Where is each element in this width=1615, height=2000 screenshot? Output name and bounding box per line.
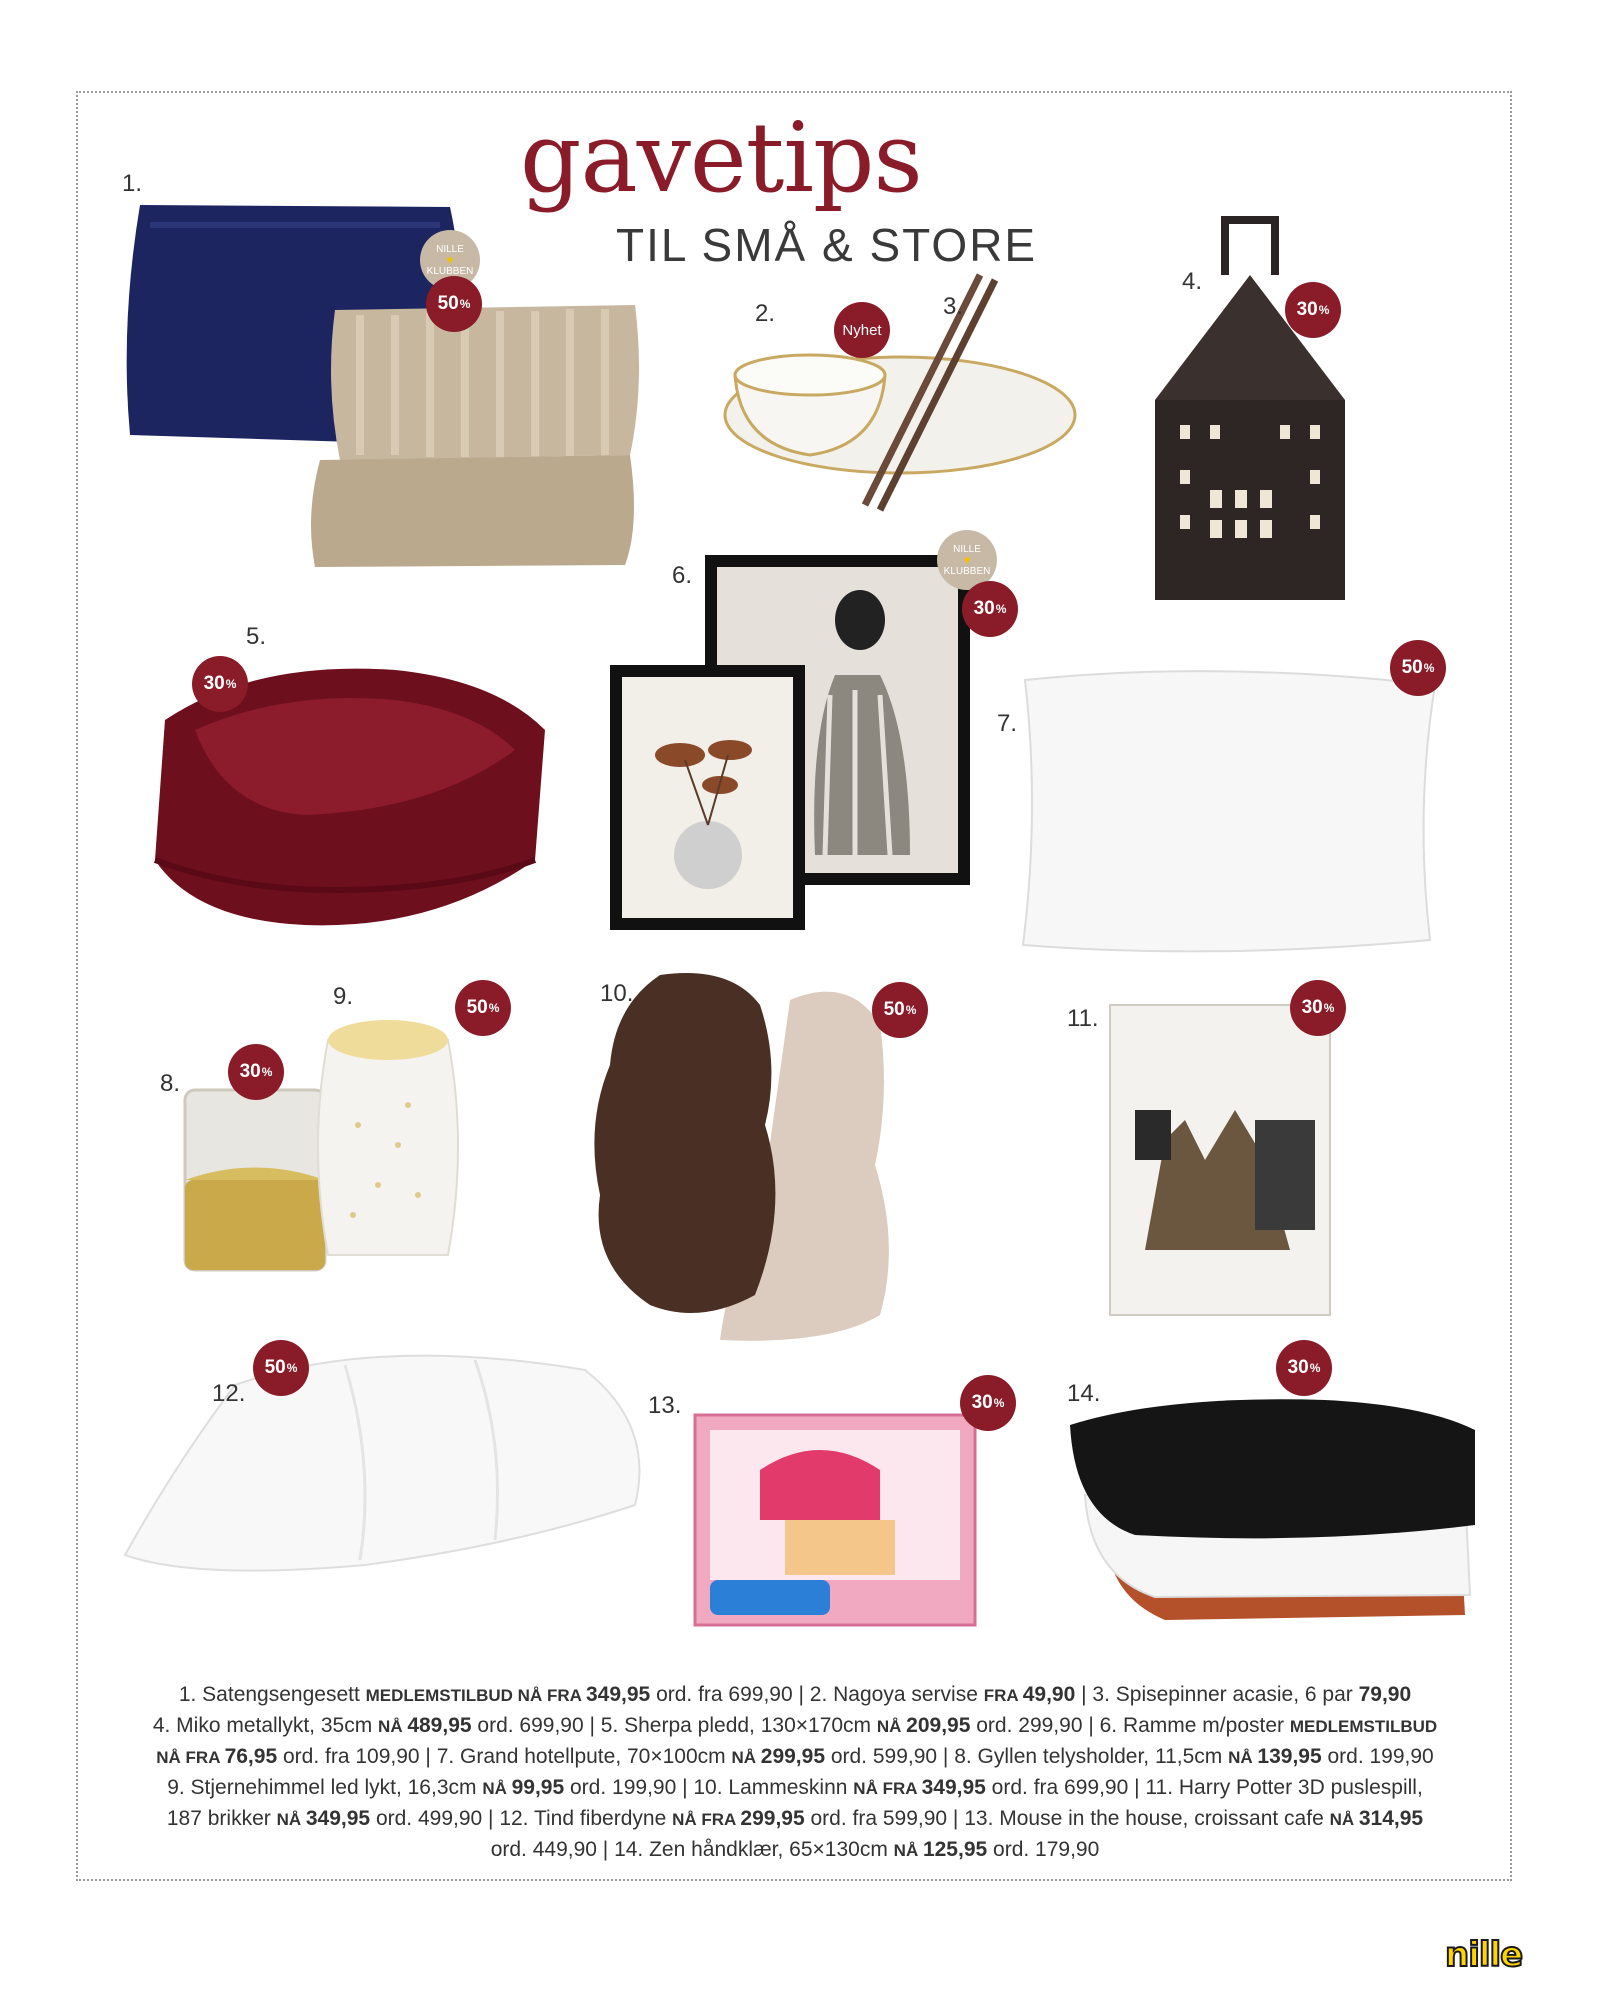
caption-offer: NÅ (876, 1717, 907, 1736)
percent-sign: % (225, 677, 237, 691)
product-image-led-lantern (308, 1015, 468, 1270)
discount-badge-9 (455, 980, 511, 1036)
product-image-toy-set (690, 1410, 980, 1635)
caption-offer: MEDLEMSTILBUD (1289, 1717, 1438, 1736)
caption-price: 299,95 (740, 1807, 805, 1830)
discount-badge-value: 50 (264, 1357, 286, 1378)
caption-price: 125,95 (922, 1838, 988, 1861)
caption-text: ord. fra 699,90 | 11. Harry Potter 3D puslespill, (985, 1776, 1423, 1799)
caption-text: ord. 199,90 (1321, 1745, 1434, 1768)
discount-badge-6 (962, 581, 1018, 637)
product-number-6: 6. (672, 562, 693, 589)
percent-sign: % (459, 297, 471, 311)
product-number-1: 1. (122, 170, 143, 197)
percent-sign: % (1309, 1361, 1321, 1375)
caption-price: 209,95 (906, 1714, 971, 1737)
page-subtitle: TIL SMÅ & STORE (616, 219, 1038, 271)
discount-badge-11 (1290, 980, 1346, 1036)
discount-badge-10 (872, 982, 928, 1038)
product-number-5: 5. (246, 623, 267, 650)
product-number-7: 7. (997, 710, 1018, 737)
product-number-2: 2. (755, 300, 776, 327)
product-number-14: 14. (1067, 1380, 1101, 1407)
product-number-13: 13. (648, 1392, 682, 1419)
discount-badge-14 (1276, 1340, 1332, 1396)
caption-offer: NÅ FRA (672, 1810, 741, 1829)
discount-badge-value: 50 (1401, 657, 1423, 678)
caption-price: 349,95 (586, 1683, 651, 1706)
caption-price: 139,95 (1257, 1745, 1322, 1768)
heart-icon: ♥ (963, 552, 971, 567)
caption-text: ord. fra 599,90 | 13. Mouse in the house, croissant cafe (804, 1807, 1330, 1830)
caption-offer: FRA (983, 1686, 1023, 1705)
caption-text: ord. 299,90 | 6. Ramme m/poster (970, 1714, 1290, 1737)
discount-badge-value: 50 (883, 999, 905, 1020)
caption-price: 489,95 (407, 1714, 472, 1737)
discount-badge-value: 50 (437, 293, 459, 314)
club-badge-line2: KLUBBEN (943, 565, 991, 577)
caption-price: 76,95 (224, 1745, 278, 1768)
percent-sign: % (995, 602, 1007, 616)
discount-badge-value: 30 (1287, 1357, 1309, 1378)
discount-badge-value: 30 (973, 598, 995, 619)
club-badge-line2: KLUBBEN (426, 265, 474, 277)
caption-offer: NÅ (378, 1717, 408, 1736)
percent-sign: % (261, 1065, 273, 1079)
product-number-11: 11. (1067, 1005, 1099, 1032)
heart-icon: ♥ (446, 252, 454, 267)
discount-badge-value: 30 (971, 1392, 993, 1413)
discount-badge-1 (426, 276, 482, 332)
caption-text: | 3. Spisepinner acasie, 6 par (1075, 1683, 1359, 1706)
club-badge-line1: NILLE (436, 243, 464, 255)
product-number-10: 10. (600, 980, 634, 1007)
product-number-3: 3. (943, 293, 964, 320)
percent-sign: % (1318, 303, 1330, 317)
product-number-4: 4. (1182, 268, 1203, 295)
caption-text: 1. Satengsengesett (178, 1683, 366, 1706)
percent-sign: % (905, 1003, 917, 1017)
caption-price: 314,95 (1358, 1807, 1424, 1830)
page-title: gavetips (520, 102, 922, 214)
caption-text: ord. 199,90 | 10. Lammeskinn (564, 1776, 854, 1799)
product-image-lantern (1140, 215, 1370, 610)
product-number-8: 8. (160, 1070, 181, 1097)
club-badge-line1: NILLE (953, 543, 981, 555)
product-image-duvet (115, 1345, 655, 1590)
percent-sign: % (1323, 1001, 1335, 1015)
percent-sign: % (488, 1001, 500, 1015)
caption-offer: MEDLEMSTILBUD NÅ FRA (365, 1686, 586, 1705)
caption-offer: NÅ (1329, 1810, 1359, 1829)
caption-offer: NÅ (276, 1810, 306, 1829)
discount-badge-4 (1285, 282, 1341, 338)
caption-text: ord. 599,90 | 8. Gyllen telysholder, 11,5cm (825, 1745, 1229, 1768)
nille-logo[interactable]: nille (1445, 1935, 1523, 1975)
discount-badge-value: 30 (203, 673, 225, 694)
caption-offer: NÅ (1228, 1748, 1258, 1767)
percent-sign: % (286, 1361, 298, 1375)
discount-badge-7 (1390, 640, 1446, 696)
product-number-9: 9. (333, 983, 354, 1010)
caption-offer: NÅ FRA (853, 1779, 922, 1798)
percent-sign: % (993, 1396, 1005, 1410)
caption-text: 9. Stjernehimmel led lykt, 16,3cm (167, 1776, 483, 1799)
product-image-pillow (1015, 660, 1445, 965)
product-image-3d-puzzle (1105, 1000, 1335, 1325)
caption-price: 299,95 (760, 1745, 825, 1768)
caption-text: 187 brikker (166, 1807, 277, 1830)
new-badge: Nyhet (834, 302, 890, 358)
caption-offer: NÅ (482, 1779, 512, 1798)
product-caption (110, 1680, 1480, 1866)
caption-text: ord. 699,90 | 5. Sherpa pledd, 130×170cm (471, 1714, 877, 1737)
discount-badge-12 (253, 1340, 309, 1396)
discount-badge-8 (228, 1044, 284, 1100)
product-image-towels (1065, 1385, 1485, 1635)
discount-badge-13 (960, 1375, 1016, 1431)
caption-price: 349,95 (921, 1776, 986, 1799)
discount-badge-value: 30 (1296, 299, 1318, 320)
percent-sign: % (1423, 661, 1435, 675)
discount-badge-value: 50 (466, 997, 488, 1018)
discount-badge-5 (192, 656, 248, 712)
caption-offer: NÅ (893, 1841, 923, 1860)
caption-text: ord. 449,90 | 14. Zen håndklær, 65×130cm (490, 1838, 894, 1861)
caption-price: 99,95 (511, 1776, 565, 1799)
caption-offer: NÅ (731, 1748, 761, 1767)
discount-badge-value: 30 (1301, 997, 1323, 1018)
discount-badge-value: 30 (239, 1061, 261, 1082)
caption-text: 4. Miko metallykt, 35cm (152, 1714, 379, 1737)
product-image-frames (610, 552, 980, 940)
product-number-12: 12. (212, 1380, 246, 1407)
caption-price: 79,90 (1358, 1683, 1412, 1706)
caption-price: 49,90 (1022, 1683, 1076, 1706)
caption-text: ord. 179,90 (987, 1838, 1100, 1861)
product-image-bedding (120, 195, 680, 580)
caption-text: ord. fra 699,90 | 2. Nagoya servise (650, 1683, 984, 1706)
caption-text: ord. fra 109,90 | 7. Grand hotellpute, 70×100cm (277, 1745, 732, 1768)
caption-price: 349,95 (305, 1807, 371, 1830)
caption-offer: NÅ FRA (156, 1748, 225, 1767)
caption-text: ord. 499,90 | 12. Tind fiberdyne (370, 1807, 673, 1830)
